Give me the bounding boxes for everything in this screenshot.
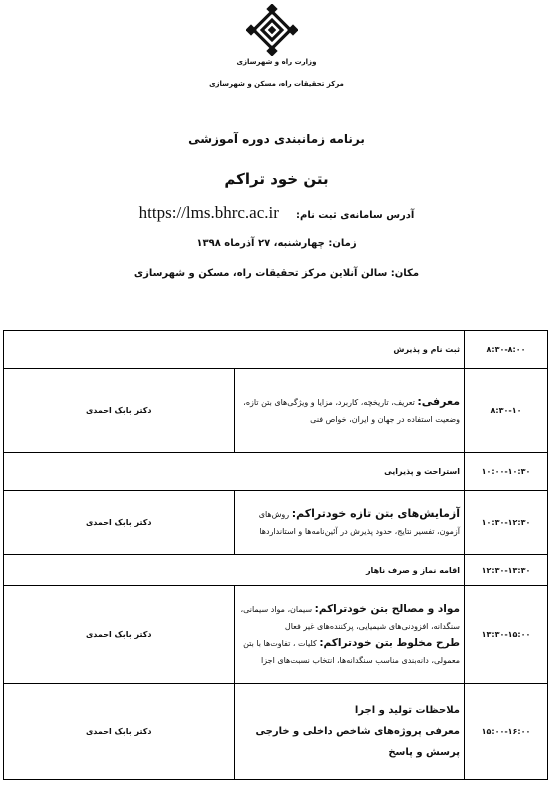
event-place: مکان: سالن آنلاین مرکز تحقیقات راه، مسکن و شهرسازی xyxy=(133,268,420,279)
instructor-cell: دکتر بابک احمدی xyxy=(4,586,235,684)
session-line: پرسش و پاسخ xyxy=(388,747,460,758)
registration-link[interactable]: https://lms.bhrc.ac.ir xyxy=(138,203,279,222)
session-heading: آزمایش‌های بتن تازه خودتراکم: xyxy=(291,507,460,520)
event-time: زمان: چهارشنبه، ۲۷ آذرماه ۱۳۹۸ xyxy=(196,238,357,249)
session-cell: ثبت نام و پذیرش xyxy=(4,331,465,369)
schedule-row xyxy=(4,491,548,555)
session-line: ملاحظات تولید و اجرا xyxy=(354,705,460,716)
schedule-row xyxy=(4,453,548,491)
session-cell xyxy=(234,684,465,780)
program-title: برنامه زمانبندی دوره آموزشی xyxy=(188,132,365,146)
time-cell: ۱۲:۳۰-۱۳:۳۰ xyxy=(465,555,548,586)
instructor-cell: دکتر بابک احمدی xyxy=(4,684,235,780)
ministry-name: وزارت راه و شهرسازی xyxy=(236,58,317,66)
course-title: بتن خود تراکم xyxy=(224,170,329,188)
registration-line xyxy=(0,203,553,223)
instructor-cell: دکتر بابک احمدی xyxy=(4,369,235,453)
time-cell: ۸:۳۰-۸:۰۰ xyxy=(465,331,548,369)
session-cell xyxy=(234,491,465,555)
schedule-row xyxy=(4,331,548,369)
session-heading: مواد و مصالح بتن خودتراکم: xyxy=(314,602,460,615)
session-cell: استراحت و پذیرایی xyxy=(4,453,465,491)
time-cell: ۱۵:۰۰-۱۶:۰۰ xyxy=(465,684,548,780)
schedule-table xyxy=(3,330,548,780)
session-cell xyxy=(234,369,465,453)
session-cell: اقامه نماز و صرف ناهار xyxy=(4,555,465,586)
bhrc-logo-icon xyxy=(246,4,298,56)
instructor-cell: دکتر بابک احمدی xyxy=(4,491,235,555)
schedule-row xyxy=(4,586,548,684)
session-description: روش‌های آزمون، تفسیر نتایج، حدود پذیرش در آئین‌نامه‌ها و استانداردها xyxy=(258,510,460,536)
schedule-row xyxy=(4,555,548,586)
time-cell: ۱۳:۳۰-۱۵:۰۰ xyxy=(465,586,548,684)
session-heading: معرفی: xyxy=(417,395,460,408)
session-description: کلیات ، تفاوت‌ها با بتن معمولی، دانه‌بندی مناسب سنگدانه‌ها، انتخاب نسبت‌های اجزا xyxy=(243,638,460,665)
session-heading: طرح مخلوط بتن خودتراکم: xyxy=(319,636,460,649)
time-cell: ۱۰:۳۰-۱۲:۳۰ xyxy=(465,491,548,555)
session-line: معرفی پروژه‌های شاخص داخلی و خارجی xyxy=(255,726,460,737)
session-description: سیمان، مواد سیمانی، سنگدانه، افزودنی‌های شیمیایی، پرکننده‌های غیر فعال xyxy=(240,604,460,631)
time-cell: ۸:۳۰-۱۰ xyxy=(465,369,548,453)
session-cell xyxy=(234,586,465,684)
registration-label: آدرس سامانه‌ی ثبت نام: xyxy=(295,210,415,221)
schedule-row xyxy=(4,684,548,780)
center-name: مرکز تحقیقات راه، مسکن و شهرسازی xyxy=(209,80,344,88)
session-description: تعریف، تاریخچه، کاربرد، مزایا و ویژگی‌های بتن تازه، وضعیت استفاده در جهان و ایران، خواص فنی xyxy=(243,398,460,424)
schedule-row xyxy=(4,369,548,453)
time-cell: ۱۰:۰۰-۱۰:۳۰ xyxy=(465,453,548,491)
